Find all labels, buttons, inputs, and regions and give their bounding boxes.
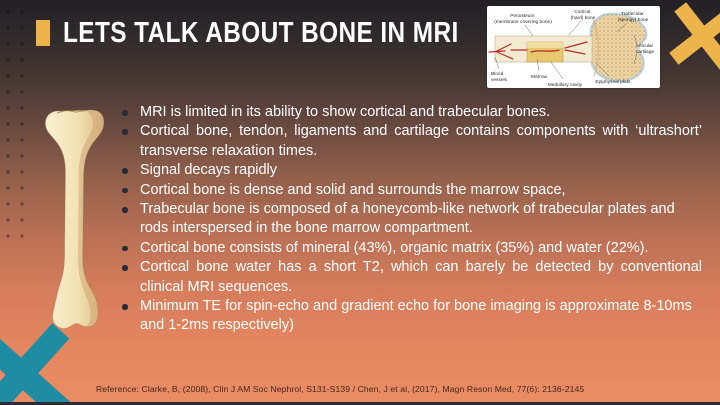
bullet-item	[140, 161, 702, 180]
label-articular-cartilage: Articular cartilage	[635, 44, 655, 55]
dot-grid-decoration	[1, 4, 27, 250]
label-periosteum: Periosteum (membrane covering bone)	[494, 14, 552, 25]
label-cortical-bone: Cortical (hard) bone	[570, 10, 596, 21]
label-trabecular-bone: Trabecular (spongy) bone	[617, 12, 649, 23]
slide-title: LETS TALK ABOUT BONE IN MRI	[63, 16, 459, 49]
bone-anatomy-diagram	[487, 6, 660, 88]
bullet-item	[140, 122, 702, 161]
title-marker	[36, 20, 50, 46]
bone-image	[32, 101, 118, 341]
bullet-text: MRI is limited in its ability to show cortical and trabecular bones.	[140, 104, 551, 120]
bullet-text: Cortical bone consists of mineral (43%), organic matrix (35%) and water (22%).	[140, 239, 649, 256]
label-medullary-cavity: Medullary cavity	[547, 83, 583, 88]
bone-body	[45, 110, 103, 329]
bullet-item	[140, 258, 702, 297]
long-bone-illustration	[32, 101, 118, 341]
cross-decoration-bottom-left	[0, 313, 83, 405]
bullet-item	[140, 103, 702, 122]
bullet-text: Cortical bone water has a short T2, which can barely be detected by conventional clinical MRI sequences.	[140, 259, 702, 295]
bullet-item	[140, 297, 702, 336]
cross-decoration-top-right	[662, 0, 720, 77]
bullet-text: Trabecular bone is composed of a honeycomb-like network of trabecular plates and rods interspersed in the bone marrow compartment.	[140, 201, 675, 237]
title-row	[36, 17, 534, 49]
bullet-text: Minimum TE for spin-echo and gradient echo for bone imaging is approximate 8-10ms and 1-2ms respectively)	[140, 298, 692, 334]
reference-text: Reference: Clarke, B, (2008), Clin J AM Soc Nephrol, S131-S139 / Chen, J et al, (2017), Magn Reson Med, 77(6): 2136-2145	[96, 384, 585, 394]
label-marrow: Marrow	[531, 75, 547, 80]
bullet-item	[140, 181, 702, 200]
marrow-inner	[527, 42, 563, 48]
bullet-text: Cortical bone is dense and solid and surrounds the marrow space,	[140, 181, 566, 198]
bullet-item	[140, 239, 702, 258]
bullet-text: Cortical bone, tendon, ligaments and cartilage contains components with ‘ultrashort’ transverse relaxation times.	[140, 123, 702, 159]
bullet-text: Signal decays rapidly	[140, 162, 278, 179]
bullet-list	[140, 103, 702, 336]
label-epiphyseal-plate: Epiphyseal plate	[595, 80, 631, 85]
bone-anatomy-svg	[487, 6, 660, 88]
bullet-item	[140, 200, 702, 239]
label-blood-vessels: Blood vessels	[491, 72, 507, 83]
